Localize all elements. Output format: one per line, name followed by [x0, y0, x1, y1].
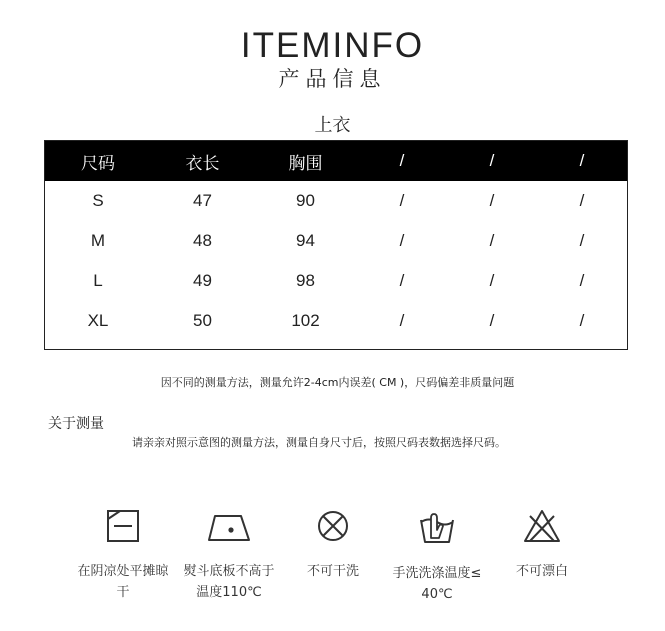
table-cell: L [93, 271, 103, 290]
table-cell: / [399, 311, 405, 330]
table-cell: 94 [296, 231, 315, 250]
care-label-line: 温度110℃ [196, 585, 262, 600]
table-header-cell: / [489, 151, 495, 170]
care-label-line: 40℃ [421, 587, 453, 602]
hand-wash-icon [417, 508, 457, 546]
table-cell: 90 [296, 191, 315, 210]
measurement-note: 因不同的测量方法，测量允许2-4cm内误差( CM )，尺码偏差非质量问题 [160, 376, 515, 389]
table-row [45, 261, 627, 301]
table-cell: 50 [193, 311, 212, 330]
table-cell: / [579, 311, 585, 330]
no-bleach-icon [522, 508, 562, 544]
table-cell: 48 [193, 231, 212, 250]
table-row [45, 301, 627, 341]
about-measurement-text: 请亲亲对照示意图的测量方法，测量自身尺寸后，按照尺码表数据选择尺码。 [132, 436, 506, 449]
care-item-no-bleach [492, 508, 592, 582]
care-item-hand-wash [387, 508, 487, 605]
table-cell: S [92, 191, 104, 210]
care-item-no-dry-clean [283, 508, 383, 582]
table-header-row [45, 141, 627, 181]
section-label: 上衣 [314, 115, 351, 136]
table-cell: / [399, 271, 405, 290]
table-row [45, 181, 627, 221]
page-title-cn: 产品信息 [278, 67, 387, 91]
table-header-cell: 衣长 [185, 153, 220, 173]
table-cell: / [579, 191, 585, 210]
table-cell: 49 [193, 271, 212, 290]
no-dry-clean-icon [315, 508, 351, 544]
table-header-cell: / [579, 151, 585, 170]
table-cell: 47 [193, 191, 212, 210]
table-cell: / [489, 191, 495, 210]
iron-low-icon [205, 508, 253, 544]
table-cell: M [90, 231, 106, 250]
table-cell: / [489, 231, 495, 250]
table-header-cell: / [399, 151, 405, 170]
dry-flat-shade-icon [106, 508, 140, 544]
size-table [44, 140, 628, 350]
table-cell: / [399, 231, 405, 250]
table-cell: XL [87, 311, 109, 330]
care-label-line: 在阴凉处平摊晾 [77, 564, 169, 579]
table-cell: / [489, 311, 495, 330]
table-cell: / [399, 191, 405, 210]
table-cell: 102 [291, 311, 320, 330]
care-label-line: 熨斗底板不高于 [183, 564, 275, 579]
care-item-iron [179, 508, 279, 603]
about-measurement-title: 关于测量 [48, 416, 104, 432]
page-title-en: ITEMINFO [240, 26, 425, 65]
table-cell: 98 [296, 271, 315, 290]
table-header-cell: 尺码 [81, 153, 115, 173]
table-cell: / [489, 271, 495, 290]
table-cell: / [579, 231, 585, 250]
table-cell: / [579, 271, 585, 290]
care-label-line: 不可干洗 [306, 564, 359, 579]
care-label-line: 干 [116, 585, 130, 600]
care-label-line: 手洗洗涤温度≤ [392, 566, 482, 581]
table-header-cell: 胸围 [288, 153, 323, 173]
care-item-dry-flat [73, 508, 173, 603]
table-row [45, 221, 627, 261]
care-label-line: 不可漂白 [515, 564, 568, 579]
